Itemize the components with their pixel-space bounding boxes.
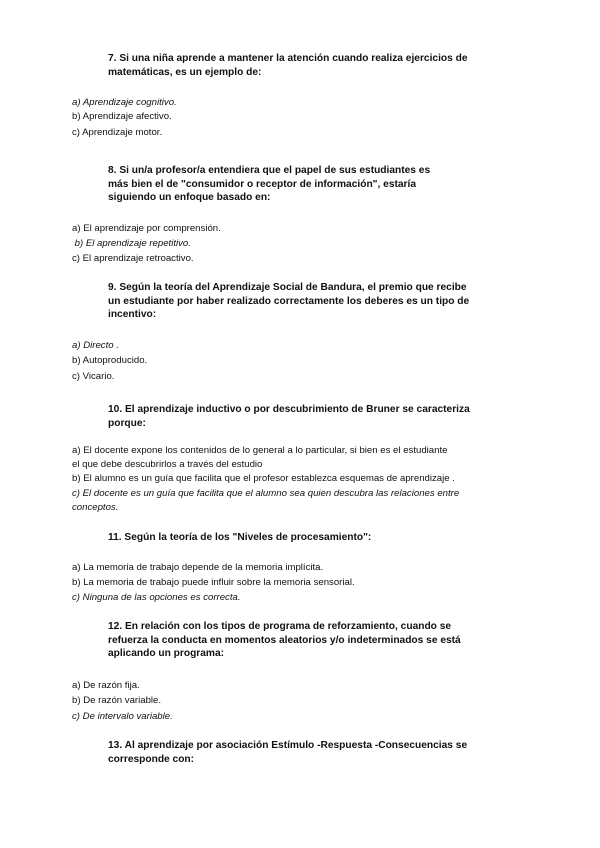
question-13: [108, 739, 528, 766]
question-12-option-b: b) De razón variable.: [72, 695, 162, 706]
question-12-line-1: 12. En relación con los tipos de programa de reforzamiento, cuando se: [108, 621, 452, 632]
question-11: [108, 531, 528, 545]
question-10-line-2: porque:: [108, 417, 146, 429]
question-8-line-2: más bien el de "consumidor o receptor de información", estaría: [108, 178, 417, 190]
question-7-line-1: 7. Si una niña aprende a mantener la atención cuando realiza ejercicios de: [108, 53, 468, 64]
question-9-line-1: 9. Según la teoría del Aprendizaje Social de Bandura, el premio que recibe: [108, 282, 467, 293]
question-9-option-b: b) Autoproducido.: [72, 355, 148, 366]
question-12-option-a: a) De razón fija.: [72, 680, 140, 691]
question-9: [108, 281, 528, 322]
question-10-option-a-line-2: el que debe descubrirlos a través del estudio: [72, 458, 263, 470]
question-13-line-1: 13. Al aprendizaje por asociación Estímulo -Respuesta -Consecuencias se: [108, 740, 468, 751]
question-10-option-a: [72, 444, 542, 471]
question-10-option-c: [72, 487, 542, 514]
question-8-line-3: siguiendo un enfoque basado en:: [108, 192, 271, 203]
question-10-option-b-line-1: b) El alumno es un guía que facilita que el profesor establezca esquemas de aprendizaje .: [72, 473, 455, 484]
question-10-option-a-line-1: a) El docente expone los contenidos de lo general a lo particular, si bien es el estudiante: [72, 445, 448, 456]
question-7-option-c: c) Aprendizaje motor.: [72, 127, 163, 138]
question-11-option-c: c) Ninguna de las opciones es correcta.: [72, 592, 241, 603]
question-7-line-2: matemáticas, es un ejemplo de:: [108, 66, 262, 78]
question-9-option-a: a) Directo .: [72, 340, 119, 351]
question-8: [108, 164, 528, 205]
question-13-line-2: corresponde con:: [108, 753, 195, 765]
question-12: [108, 620, 528, 661]
question-10-option-c-line-2: conceptos.: [72, 501, 119, 513]
question-11-line-1: 11. Según la teoría de los "Niveles de procesamiento":: [108, 532, 372, 543]
question-7: [108, 52, 528, 79]
question-9-line-3: incentivo:: [108, 309, 157, 320]
question-12-line-2: refuerza la conducta en momentos aleatorios y/o indeterminados se está: [108, 634, 461, 646]
question-11-option-b: b) La memoria de trabajo puede influir sobre la memoria sensorial.: [72, 577, 355, 588]
question-12-option-c: c) De intervalo variable.: [72, 711, 173, 722]
question-9-line-2: un estudiante por haber realizado correctamente los deberes es un tipo de: [108, 295, 470, 307]
question-8-line-1: 8. Si un/a profesor/a entendiera que el papel de sus estudiantes es: [108, 165, 431, 176]
question-9-option-c: c) Vicario.: [72, 371, 115, 382]
question-8-option-b: b) El aprendizaje repetitivo.: [72, 238, 191, 249]
question-11-option-a: a) La memoria de trabajo depende de la memoria implícita.: [72, 562, 324, 573]
question-10-line-1: 10. El aprendizaje inductivo o por descubrimiento de Bruner se caracteriza: [108, 404, 470, 415]
question-12-line-3: aplicando un programa:: [108, 648, 225, 659]
question-7-option-a: a) Aprendizaje cognitivo.: [72, 97, 177, 108]
question-10-option-c-line-1: c) El docente es un guía que facilita que el alumno sea quien descubra las relaciones entre: [72, 488, 460, 499]
question-8-option-a: a) El aprendizaje por comprensión.: [72, 223, 221, 234]
question-7-option-b: b) Aprendizaje afectivo.: [72, 111, 172, 122]
question-10-option-b: [72, 472, 542, 486]
question-10: [108, 403, 528, 430]
question-8-option-c: c) El aprendizaje retroactivo.: [72, 253, 194, 264]
